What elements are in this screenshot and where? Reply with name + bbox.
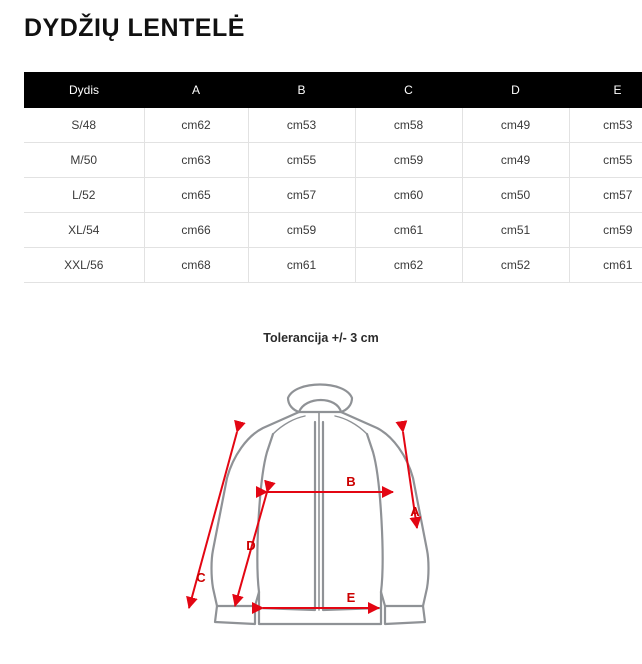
cell-e: cm57 [569,178,642,213]
cell-c: cm60 [355,178,462,213]
jacket-diagram [155,360,485,650]
measurement-labels [196,474,420,605]
column-header-e: E [569,72,642,108]
column-header-size: Dydis [24,72,144,108]
cell-d: cm49 [462,108,569,143]
label-b: B [346,474,356,489]
column-header-a: A [144,72,248,108]
tolerance-note: Tolerancija +/- 3 cm [263,331,379,345]
cell-c: cm59 [355,143,462,178]
label-a: A [410,504,420,519]
cell-a: cm63 [144,143,248,178]
label-d: D [246,538,256,553]
cell-e: cm61 [569,248,642,283]
cell-b: cm53 [248,108,355,143]
cell-d: cm51 [462,213,569,248]
table-row [24,178,642,213]
cell-size: S/48 [24,108,144,143]
cell-a: cm66 [144,213,248,248]
table-row [24,248,642,283]
page-title: DYDŽIŲ LENTELĖ [24,14,245,42]
size-table-container [24,72,633,283]
cell-d: cm49 [462,143,569,178]
cell-size: XL/54 [24,213,144,248]
cell-c: cm61 [355,213,462,248]
cell-a: cm65 [144,178,248,213]
cell-b: cm61 [248,248,355,283]
cell-a: cm68 [144,248,248,283]
table-header-row [24,72,642,108]
table-row [24,213,642,248]
cell-b: cm55 [248,143,355,178]
table-row [24,108,642,143]
cell-size: XXL/56 [24,248,144,283]
cell-c: cm58 [355,108,462,143]
table-row [24,143,642,178]
cell-size: L/52 [24,178,144,213]
column-header-b: B [248,72,355,108]
cell-e: cm53 [569,108,642,143]
cell-d: cm52 [462,248,569,283]
jacket-outline-icon [212,385,429,625]
cell-a: cm62 [144,108,248,143]
column-header-d: D [462,72,569,108]
table-body [24,108,642,283]
column-header-c: C [355,72,462,108]
cell-e: cm55 [569,143,642,178]
label-e: E [346,590,356,605]
size-table [24,72,642,283]
cell-d: cm50 [462,178,569,213]
cell-b: cm57 [248,178,355,213]
table-header [24,72,642,108]
cell-e: cm59 [569,213,642,248]
cell-size: M/50 [24,143,144,178]
label-c: C [196,570,206,585]
cell-c: cm62 [355,248,462,283]
cell-b: cm59 [248,213,355,248]
